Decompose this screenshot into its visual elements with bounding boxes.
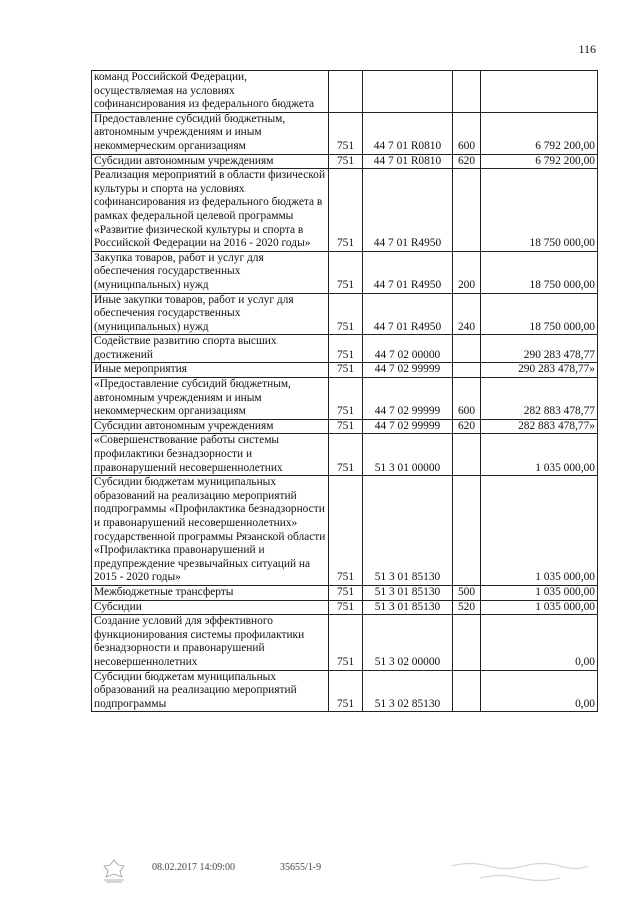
row-name-cell: Субсидии автономным учреждениям <box>92 154 329 169</box>
table-row <box>92 600 598 615</box>
row-target-code-cell: 44 7 01 R0810 <box>363 112 453 154</box>
row-name-cell: «Предоставление субсидий бюджетным, автономным учреждениям и иным некоммерческим организациям <box>92 378 329 420</box>
row-expense-type-cell <box>453 335 481 363</box>
row-grbs-cell: 751 <box>329 600 363 615</box>
table-row <box>92 112 598 154</box>
row-expense-type-cell: 620 <box>453 419 481 434</box>
row-amount-cell: 290 283 478,77 <box>481 335 598 363</box>
row-name-cell: Создание условий для эффективного функционирования системы профилактики безнадзорности и правонарушений несовершеннолетних <box>92 615 329 670</box>
row-grbs-cell: 751 <box>329 615 363 670</box>
row-name-cell: команд Российской Федерации, осуществляемая на условиях софинансирования из федерального бюджета <box>92 71 329 113</box>
row-grbs-cell: 751 <box>329 363 363 378</box>
row-grbs-cell: 751 <box>329 251 363 293</box>
row-amount-cell: 1 035 000,00 <box>481 600 598 615</box>
page-footer <box>0 862 640 892</box>
table-row <box>92 293 598 335</box>
row-grbs-cell: 751 <box>329 154 363 169</box>
table-row <box>92 363 598 378</box>
row-expense-type-cell <box>453 169 481 252</box>
budget-table <box>91 70 598 712</box>
document-number: 35655/1-9 <box>280 862 322 873</box>
row-name-cell: Предоставление субсидий бюджетным, автономным учреждениям и иным некоммерческим организациям <box>92 112 329 154</box>
row-name-cell: Реализация мероприятий в области физической культуры и спорта на условиях софинансирования из федерального бюджета в рамках федеральной целевой программы «Развитие физической культуры и спорта в Российской Федерации на 2016 - 2020 годы» <box>92 169 329 252</box>
row-amount-cell: 0,00 <box>481 615 598 670</box>
row-expense-type-cell: 620 <box>453 154 481 169</box>
faint-watermark-icon <box>450 858 590 884</box>
row-grbs-cell: 751 <box>329 419 363 434</box>
row-name-cell: Субсидии бюджетам муниципальных образований на реализацию мероприятий подпрограммы «Профилактика безнадзорности и правонарушений несовершеннолетних» государственной программы Рязанской области «Профилактика правонарушений и предупреждение чрезвычайных ситуаций на 2015 - 2020 годы» <box>92 476 329 586</box>
row-name-cell: Субсидии бюджетам муниципальных образований на реализацию мероприятий подпрограммы <box>92 670 329 712</box>
row-target-code-cell: 51 3 01 85130 <box>363 600 453 615</box>
emblem-stamp-icon <box>100 858 128 884</box>
row-grbs-cell: 751 <box>329 169 363 252</box>
row-amount-cell: 290 283 478,77» <box>481 363 598 378</box>
row-target-code-cell: 44 7 01 R0810 <box>363 154 453 169</box>
table-row <box>92 169 598 252</box>
row-expense-type-cell <box>453 434 481 476</box>
row-grbs-cell: 751 <box>329 476 363 586</box>
row-expense-type-cell <box>453 670 481 712</box>
row-expense-type-cell: 520 <box>453 600 481 615</box>
row-amount-cell: 282 883 478,77» <box>481 419 598 434</box>
row-expense-type-cell: 600 <box>453 378 481 420</box>
row-name-cell: Иные закупки товаров, работ и услуг для обеспечения государственных (муниципальных) нужд <box>92 293 329 335</box>
row-expense-type-cell: 240 <box>453 293 481 335</box>
row-name-cell: Субсидии <box>92 600 329 615</box>
row-target-code-cell: 51 3 01 85130 <box>363 585 453 600</box>
row-name-cell: «Совершенствование работы системы профилактики безнадзорности и правонарушений несовершеннолетних <box>92 434 329 476</box>
table-row <box>92 154 598 169</box>
row-expense-type-cell: 200 <box>453 251 481 293</box>
row-target-code-cell: 51 3 02 00000 <box>363 615 453 670</box>
row-amount-cell: 282 883 478,77 <box>481 378 598 420</box>
row-target-code-cell: 44 7 01 R4950 <box>363 293 453 335</box>
row-amount-cell: 0,00 <box>481 670 598 712</box>
row-grbs-cell: 751 <box>329 670 363 712</box>
row-amount-cell: 18 750 000,00 <box>481 251 598 293</box>
row-amount-cell: 6 792 200,00 <box>481 112 598 154</box>
row-grbs-cell: 751 <box>329 378 363 420</box>
row-name-cell: Межбюджетные трансферты <box>92 585 329 600</box>
row-name-cell: Содействие развитию спорта высших достижений <box>92 335 329 363</box>
row-amount-cell: 18 750 000,00 <box>481 169 598 252</box>
table-row <box>92 335 598 363</box>
table-row <box>92 378 598 420</box>
row-target-code-cell: 44 7 02 00000 <box>363 335 453 363</box>
row-grbs-cell <box>329 71 363 113</box>
table-row <box>92 251 598 293</box>
row-amount-cell: 1 035 000,00 <box>481 585 598 600</box>
row-target-code-cell <box>363 71 453 113</box>
row-expense-type-cell: 600 <box>453 112 481 154</box>
table-row <box>92 419 598 434</box>
row-amount-cell: 1 035 000,00 <box>481 434 598 476</box>
row-grbs-cell: 751 <box>329 293 363 335</box>
row-amount-cell: 1 035 000,00 <box>481 476 598 586</box>
row-name-cell: Субсидии автономным учреждениям <box>92 419 329 434</box>
row-target-code-cell: 51 3 01 00000 <box>363 434 453 476</box>
row-grbs-cell: 751 <box>329 335 363 363</box>
table-row <box>92 434 598 476</box>
table-row <box>92 71 598 113</box>
row-target-code-cell: 44 7 01 R4950 <box>363 169 453 252</box>
row-grbs-cell: 751 <box>329 585 363 600</box>
row-expense-type-cell <box>453 615 481 670</box>
row-target-code-cell: 51 3 01 85130 <box>363 476 453 586</box>
row-amount-cell <box>481 71 598 113</box>
row-target-code-cell: 51 3 02 85130 <box>363 670 453 712</box>
row-target-code-cell: 44 7 02 99999 <box>363 419 453 434</box>
row-target-code-cell: 44 7 02 99999 <box>363 363 453 378</box>
table-row <box>92 476 598 586</box>
row-grbs-cell: 751 <box>329 434 363 476</box>
row-name-cell: Иные мероприятия <box>92 363 329 378</box>
row-expense-type-cell: 500 <box>453 585 481 600</box>
row-amount-cell: 18 750 000,00 <box>481 293 598 335</box>
row-grbs-cell: 751 <box>329 112 363 154</box>
document-date: 08.02.2017 14:09:00 <box>152 862 236 873</box>
budget-table-body <box>92 71 598 712</box>
row-expense-type-cell <box>453 71 481 113</box>
row-expense-type-cell <box>453 476 481 586</box>
row-target-code-cell: 44 7 02 99999 <box>363 378 453 420</box>
table-row <box>92 615 598 670</box>
table-row <box>92 585 598 600</box>
table-row <box>92 670 598 712</box>
row-target-code-cell: 44 7 01 R4950 <box>363 251 453 293</box>
row-expense-type-cell <box>453 363 481 378</box>
row-amount-cell: 6 792 200,00 <box>481 154 598 169</box>
page-number: 116 <box>578 42 596 56</box>
row-name-cell: Закупка товаров, работ и услуг для обеспечения государственных (муниципальных) нужд <box>92 251 329 293</box>
